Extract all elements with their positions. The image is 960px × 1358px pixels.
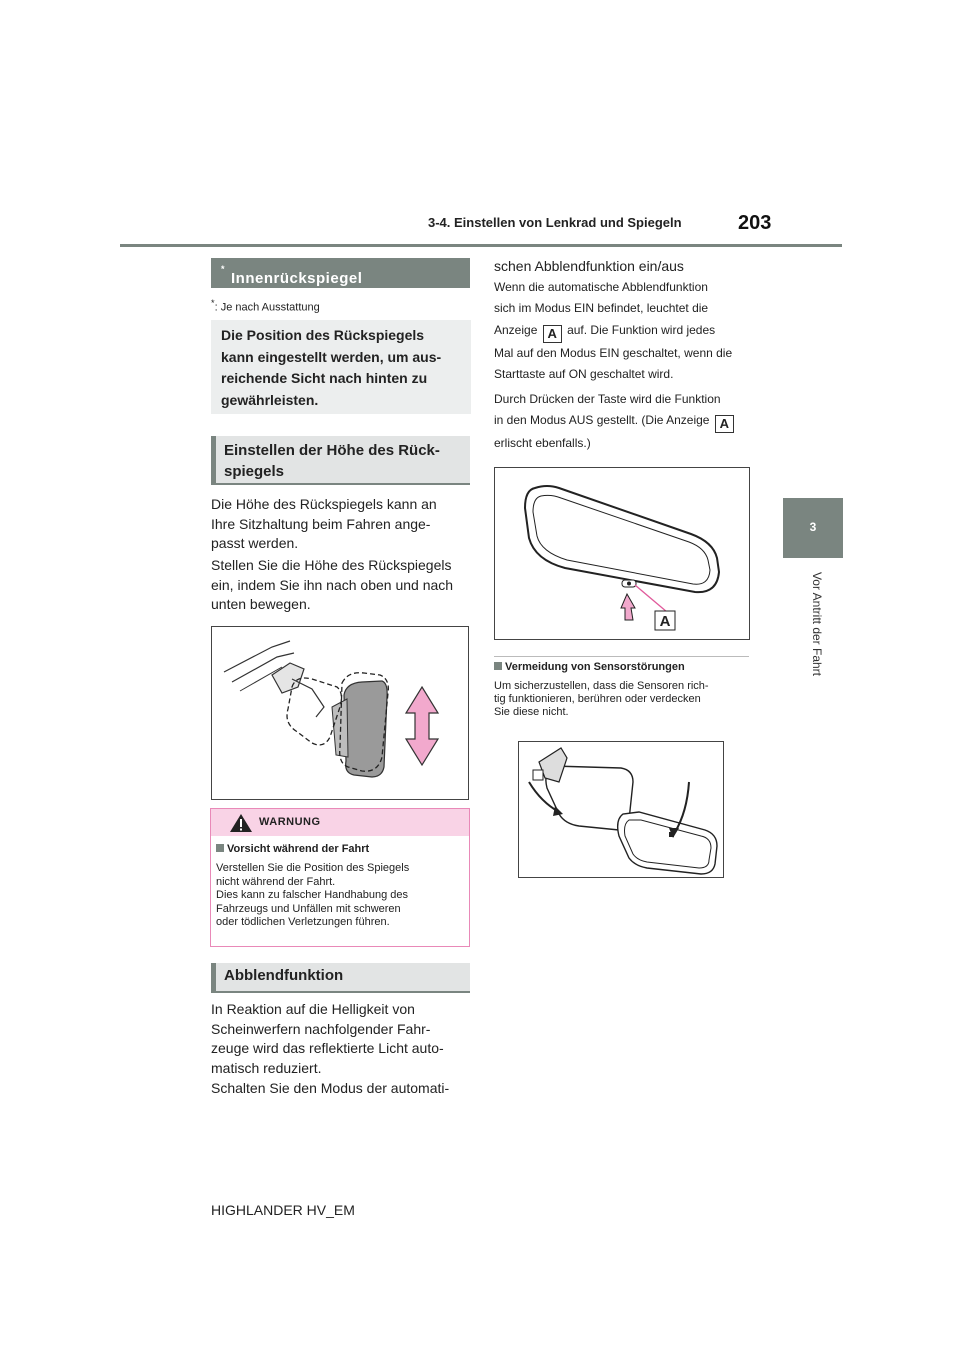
- text-line: Stellen Sie die Höhe des Rückspiegels: [211, 557, 452, 573]
- warning-box: [210, 808, 470, 947]
- height-heading: [211, 436, 470, 485]
- height-heading-line: Einstellen der Höhe des Rück-: [224, 442, 440, 459]
- height-paragraph-2: [211, 556, 471, 615]
- warning-subheading: [216, 843, 369, 855]
- chapter-number: 3: [809, 520, 817, 534]
- dimming-paragraph-2: Schalten Sie den Modus der automati-: [211, 1080, 450, 1096]
- warning-subheading-text: Vorsicht während der Fahrt: [227, 843, 370, 855]
- text-line: Mal auf den Modus EIN geschaltet, wenn die: [494, 345, 733, 360]
- text-segment: auf. Die Funktion wird jedes: [567, 322, 716, 337]
- intro-line: kann eingestellt werden, um aus-: [221, 348, 442, 365]
- text-line: Um sicherzustellen, dass die Sensoren rich-: [494, 680, 709, 692]
- footer-model-name: HIGHLANDER HV_EM: [211, 1202, 355, 1218]
- text-line: [494, 320, 754, 343]
- square-bullet-icon: [216, 844, 224, 852]
- section-title: 3-4. Einstellen von Lenkrad und Spiegeln: [428, 215, 682, 230]
- text-line: Fahrzeugs und Unfällen mit schweren: [216, 902, 401, 915]
- dimming-detail: [494, 277, 754, 455]
- sensor-divider: [494, 656, 749, 657]
- text-line: passt werden.: [211, 535, 299, 551]
- header-divider: [120, 244, 842, 247]
- intro-line: Die Position des Rückspiegels: [221, 327, 425, 343]
- dimming-heading: [211, 963, 470, 993]
- footnote: [211, 298, 320, 314]
- text-line: Ihre Sitzhaltung beim Fahren ange-: [211, 515, 431, 532]
- text-line: tig funktionieren, berühren oder verdecken: [494, 693, 701, 706]
- sensor-heading-text: Vermeidung von Sensorstörungen: [505, 661, 685, 673]
- text-line: zeuge wird das reflektierte Licht auto-: [211, 1040, 444, 1056]
- height-paragraph-1: [211, 495, 471, 554]
- intro-box: [211, 320, 471, 414]
- dimming-paragraph-2-continued: schen Abblendfunktion ein/aus: [494, 258, 684, 274]
- text-line: Verstellen Sie die Position des Spiegels: [216, 862, 410, 874]
- page-number: 203: [738, 212, 772, 234]
- text-line: In Reaktion auf die Helligkeit von: [211, 1001, 415, 1017]
- text-line: erlischt ebenfalls.): [494, 436, 591, 451]
- sensor-text: [494, 680, 752, 720]
- text-line: Durch Drücken der Taste wird die Funktion: [494, 392, 721, 407]
- dimming-heading-text: Abblendfunktion: [224, 967, 344, 984]
- indicator-badge-a: A: [543, 325, 562, 343]
- text-line: [494, 410, 754, 433]
- indicator-badge-a: A: [715, 415, 734, 433]
- square-bullet-icon: [494, 662, 502, 670]
- warning-text: [216, 862, 466, 930]
- mirror-height-illustration: [211, 626, 469, 800]
- text-line: ein, indem Sie ihn nach oben und nach: [211, 576, 454, 593]
- intro-line: gewährleisten.: [221, 391, 319, 408]
- dimming-paragraph-1: [211, 1000, 471, 1078]
- mirror-indicator-drawing: [495, 468, 749, 639]
- text-line: unten bewegen.: [211, 596, 311, 612]
- sensor-location-illustration: [518, 741, 724, 878]
- warning-header: [211, 809, 469, 836]
- text-line: Starttaste auf ON geschaltet wird.: [494, 366, 674, 381]
- text-segment: Anzeige: [494, 322, 538, 337]
- mirror-indicator-illustration: [494, 467, 750, 640]
- main-heading: [211, 258, 470, 288]
- text-segment: in den Modus AUS gestellt. (Die Anzeige: [494, 413, 710, 428]
- mirror-height-drawing: [212, 627, 468, 799]
- text-line: Sie diese nicht.: [494, 706, 569, 719]
- figure-label-a: A: [659, 613, 671, 630]
- intro-line: reichende Sicht nach hinten zu: [221, 370, 428, 386]
- text-line: Dies kann zu falscher Handhabung des: [216, 889, 409, 901]
- text-line: Die Höhe des Rückspiegels kann an: [211, 496, 437, 512]
- main-heading-asterisk: *: [221, 264, 226, 274]
- sensor-location-drawing: [519, 742, 723, 877]
- warning-triangle-icon: [229, 813, 253, 833]
- text-line: oder tödlichen Verletzungen führen.: [216, 916, 390, 928]
- text-line: Scheinwerfern nachfolgender Fahr-: [211, 1020, 431, 1037]
- text-line: sich im Modus EIN befindet, leuchtet die: [494, 301, 709, 316]
- sensor-heading: [494, 661, 685, 673]
- text-line: matisch reduziert.: [211, 1059, 322, 1076]
- footnote-text: : Je nach Ausstattung: [214, 301, 320, 314]
- height-heading-line: spiegels: [224, 463, 285, 480]
- warning-title: WARNUNG: [259, 816, 321, 828]
- main-heading-title: Innenrückspiegel: [231, 270, 363, 287]
- text-line: Wenn die automatische Abblendfunktion: [494, 280, 708, 294]
- text-line: nicht während der Fahrt.: [216, 875, 336, 888]
- footnote-marker: *: [211, 298, 215, 308]
- chapter-side-label: Vor Antritt der Fahrt: [810, 571, 824, 677]
